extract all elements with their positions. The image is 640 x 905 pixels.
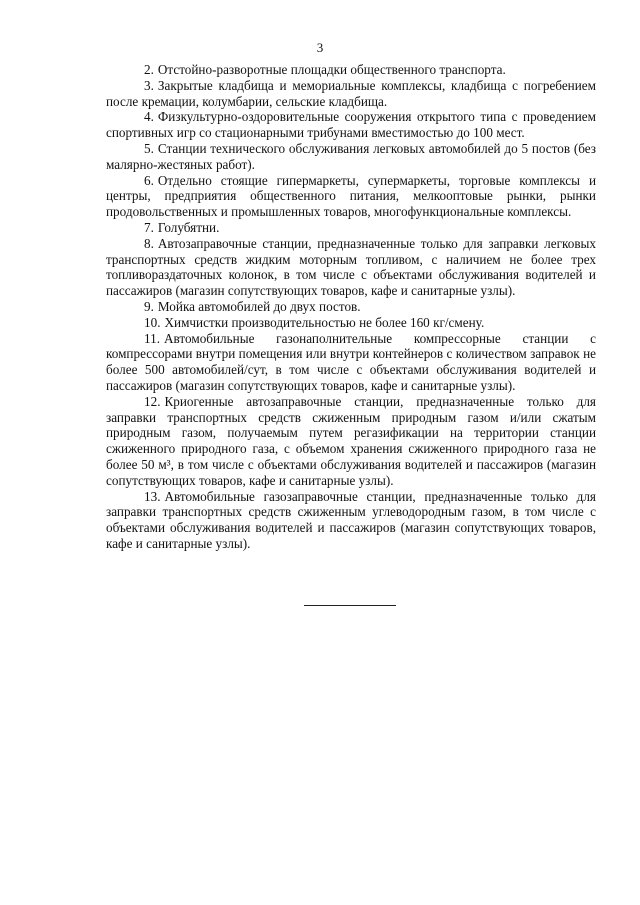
item-text: Автомобильные газонаполнительные компрессорные станции с компрессорами внутри помещения или внутри контейнеров с количеством заправок не более 500 автомобилей/сут, в том числе с объектами обслуживания водителей и пассажиров (магазин сопутствующих товаров, кафе и санитарные узлы).	[106, 330, 596, 393]
list-item	[106, 141, 596, 173]
list-item	[106, 489, 596, 552]
list-item	[106, 78, 596, 110]
list-item	[106, 220, 596, 236]
item-number: 5.	[144, 140, 154, 156]
list-item	[106, 173, 596, 220]
item-number: 4.	[144, 109, 154, 125]
item-number: 12.	[144, 393, 161, 409]
item-text: Химчистки производительностью не более 160 кг/смену.	[164, 314, 485, 330]
item-number: 9.	[144, 298, 154, 314]
item-text: Автомобильные газозаправочные станции, предназначенные только для заправки транспортных средств сжиженным углеводородным газом, в том числе с объектами обслуживания водителей и пассажиров (магазин сопутствующих товаров, кафе и санитарные узлы).	[106, 488, 596, 551]
list-item	[106, 299, 596, 315]
list-item	[106, 109, 596, 141]
item-text: Отстойно-разворотные площадки общественного транспорта.	[157, 62, 506, 77]
item-number: 7.	[144, 219, 154, 235]
list-item	[106, 331, 596, 394]
list-item	[106, 62, 596, 78]
item-text: Станции технического обслуживания легковых автомобилей до 5 постов (без малярно-жестяных работ).	[106, 140, 596, 172]
document-body	[106, 62, 596, 552]
item-text: Физкультурно-оздоровительные сооружения открытого типа с проведением спортивных игр со стационарными трибунами вместимостью до 100 мест.	[106, 109, 596, 141]
item-text: Автозаправочные станции, предназначенные только для заправки легковых транспортных средств жидким моторным топливом, с наличием не более трех топливораздаточных колонок, в том числе с объектами обслуживания водителей и пассажиров (магазин сопутствующих товаров, кафе и санитарные узлы).	[106, 235, 596, 299]
item-number: 10.	[144, 314, 161, 330]
item-text: Закрытые кладбища и мемориальные комплексы, кладбища с погребением после кремации, колумбарии, сельские кладбища.	[106, 77, 596, 109]
item-text: Мойка автомобилей до двух постов.	[157, 298, 361, 314]
item-number: 6.	[144, 172, 154, 188]
item-number: 13.	[144, 488, 161, 504]
item-number: 2.	[144, 62, 154, 77]
page-number: 3	[316, 40, 324, 55]
list-item	[106, 394, 596, 489]
item-number: 11.	[144, 330, 160, 346]
list-item	[106, 315, 596, 331]
item-number: 8.	[144, 235, 154, 251]
item-text: Отдельно стоящие гипермаркеты, супермаркеты, торговые комплексы и центры, предприятия общественного питания, мелкооптовые рынки, рынки продовольственных и промышленных товаров, многофункциональные комплексы.	[106, 172, 596, 220]
item-text: Криогенные автозаправочные станции, предназначенные только для заправки транспортных средств сжиженным природным газом и/или сжатым природным газом, получаемым путем регазификации на территории станции сжиженного природного газа, с объемом хранения сжиженного природного газа не более 50 м³, в том числе с объектами обслуживания водителей и пассажиров (магазин сопутствующих товаров, кафе и санитарные узлы).	[106, 393, 596, 488]
list-item	[106, 236, 596, 299]
item-text: Голубятни.	[157, 219, 220, 235]
end-of-document-rule	[304, 605, 396, 606]
item-number: 3.	[144, 77, 154, 93]
